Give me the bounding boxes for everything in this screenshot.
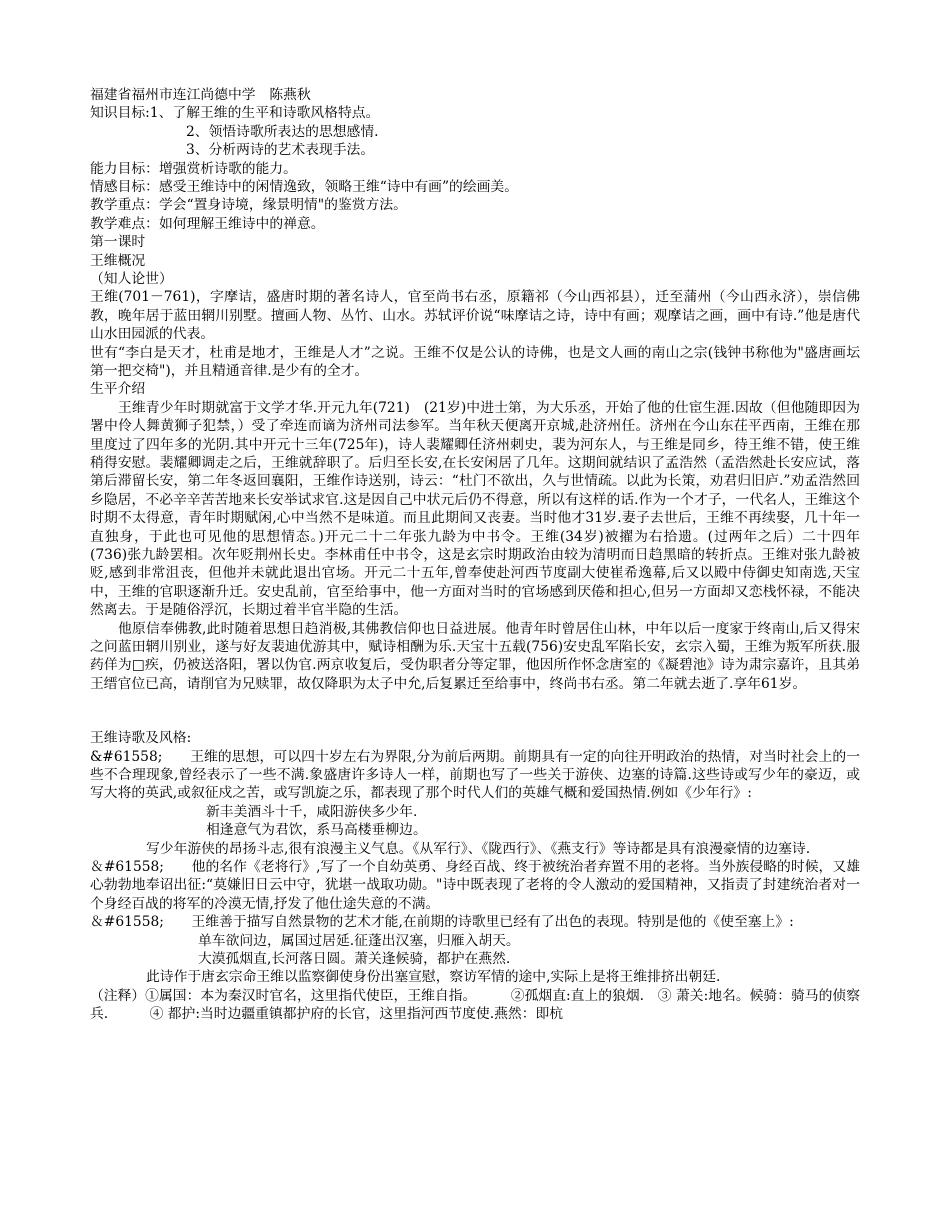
intro-paragraph-2: 世有“李白是天才，杜甫是地才，王维是人才”之说。王维不仅是公认的诗佛，也是文人画的南山之宗(钱钟书称他为"盛唐画坛第一把交椅")，并且精通音律.是少有的全才。 bbox=[90, 344, 860, 379]
school-name: 福建省福州市连江尚德中学 bbox=[90, 87, 256, 103]
poem-shizhisaishang-line-1: 单车欲问边，属国过居延.征蓬出汉塞，归雁入胡天。 bbox=[198, 932, 520, 949]
author-name: 陈燕秋 bbox=[269, 87, 311, 103]
lesson-title: 第一课时 bbox=[90, 234, 146, 251]
life-heading: 生平介绍 bbox=[90, 381, 146, 398]
teaching-focus: 教学重点：学会“置身诗境，缘景明情"的鉴赏方法。 bbox=[90, 197, 407, 214]
overview-heading: 王维概况 bbox=[90, 252, 146, 269]
teaching-difficulty: 教学难点：如何理解王维诗中的禅意。 bbox=[90, 215, 325, 232]
section-gap bbox=[90, 693, 860, 729]
style-paragraph-1 bbox=[90, 748, 860, 803]
overview-subheading: （知人论世） bbox=[90, 270, 173, 287]
life-paragraph-1: 王维青少年时期就富于文学才华.开元九年(721) (21岁)中进士第，为大乐丞，开始了他的仕宦生涯.因故（但他随即因为署中伶人舞黄狮子犯禁，）受了牵连而谪为济州司法参军。当年秋天便离开京城,赴济州任。济州在今山东茌平西南，王维在那里度过了四年多的光阴.其中开元十三年(725年)，诗人裴耀卿任济州刺史，裴为河东人，与王维是同乡，待王维不错，使王维稍得安慰。裴耀卿调走之后，王维就辞职了。后归至长安,在长安闲居了几年。这期间就结识了孟浩然（孟浩然赴长安应试，落第后滞留长安，第二年冬返回襄阳，王维作诗送别，诗云：“杜门不欲出，久与世情疏。以此为长策，劝君归旧庐.”劝孟浩然回乡隐居，不必辛辛苦苦地来长安举试求官.这是因自己中状元后仍不得意，所以有这样的话.作为一个才子，一代名人，王维这个时期不太得意，青年时期赋闲,心中当然不是味道。而且此期间又丧妻。当时他才31岁.妻子去世后，王维不再续娶，几十年一直独身，于此也可见他的思想情态。)开元二十二年张九龄为中书令。王维(34岁)被擢为右拾遗。(过两年之后）二十四年 (736)张九龄罢相。次年贬荆州长史。李林甫任中书令，这是玄宗时期政治由较为清明而日趋黑暗的转折点。王维对张九龄被贬,感到非常沮丧，但他并未就此退出官场。开元二十五年,曾奉使赴河西节度副大使崔希逸幕,后又以殿中侍御史知南选,天宝中，王维的官职逐渐升迁。安史乱前，官至给事中，他一方面对当时的官场感到厌倦和担心,但另一方面却又恋栈怀禄，不能决然离去。于是随俗浮沉，长期过着半官半隐的生活。 bbox=[90, 399, 874, 619]
bullet-code: &#61558; bbox=[90, 748, 163, 765]
bullet-code: ＆#61558; bbox=[90, 914, 164, 931]
intro-paragraph-1: 王维(701－761)，字摩诘，盛唐时期的著名诗人，官至尚书右丞，原籍祁（今山西祁县），迁至蒲州（今山西永济），崇信佛教，晚年居于蓝田辋川别墅。擅画人物、丛竹、山水。苏轼评价说“味摩诘之诗，诗中有画；观摩诘之画，画中有诗.”他是唐代山水田园派的代表。 bbox=[90, 289, 860, 343]
style-paragraph-4-text: 王维善于描写自然景物的艺术才能,在前期的诗歌里已经有了出色的表现。特别是他的《使至塞上》: bbox=[191, 914, 794, 931]
style-paragraph-3 bbox=[90, 858, 860, 913]
emotion-objective: 情感目标：感受王维诗中的闲情逸致，领略王维“诗中有画”的绘画美。 bbox=[90, 178, 519, 195]
knowledge-objective-1: 知识目标:1、了解王维的生平和诗歌风格特点。 bbox=[90, 105, 380, 122]
poem-shizhisaishang-line-2: 大漠孤烟直,长河落日圆。萧关逢候骑，都护在燕然. bbox=[198, 951, 511, 968]
style-paragraph-2: 写少年游侠的昂扬斗志,很有浪漫主义气息。《从军行》、《陇西行》、《燕支行》等诗都是具有浪漫豪情的边塞诗. bbox=[146, 840, 811, 857]
annotation-note: （注释）①属国：本为秦汉时官名，这里指代使臣，王维自指。 ②孤烟直:直上的狼烟. ③ 萧关:地名。候骑：骑马的侦察兵. ④ 都护:当时边疆重镇都护府的长官，这里指河西节度使.燕然：即杭 bbox=[90, 987, 860, 1023]
ability-objective: 能力目标：增强赏析诗歌的能力。 bbox=[90, 160, 297, 177]
style-paragraph-3-text: 他的名作《老将行》,写了一个自幼英勇、身经百战、终于被统治者弃置不用的老将。当外族侵略的时候，又雄心勃勃地奉诏出征:“莫嫌旧日云中守，犹堪一战取功勋。"诗中既表现了老将的令人激动的爱国精神，又指责了封建统治者对一个身经百战的将军的冷漠无情,抒发了他仕途失意的不满。 bbox=[90, 859, 860, 912]
bullet-code: ＆#61558; bbox=[90, 859, 164, 876]
knowledge-objective-3: 3、分析两诗的艺术表现手法。 bbox=[186, 142, 375, 159]
style-paragraph-4 bbox=[90, 913, 860, 931]
style-heading: 王维诗歌及风格: bbox=[90, 730, 192, 747]
style-paragraph-5: 此诗作于唐玄宗命王维以监察御使身份出塞宣慰，察访军情的途中,实际上是将王维排挤出朝廷. bbox=[146, 969, 721, 986]
document-page bbox=[90, 86, 874, 1024]
style-paragraph-1-text: 王维的思想，可以四十岁左右为界限,分为前后两期。前期具有一定的向往开明政治的热情，对当时社会上的一些不合理现象,曾经表示了一些不满.象盛唐许多诗人一样，前期也写了一些关于游侠、边塞的诗篇.这些诗或写少年的豪迈，或写大将的英武,或叙征戍之苦，或写凯旋之乐，都表现了那个时代人们的英雄气概和爱国热情.例如《少年行》: bbox=[90, 748, 860, 802]
poem-shaonianxing-line-1: 新丰美酒斗十千，咸阳游侠多少年. bbox=[206, 803, 418, 820]
life-paragraph-2: 他原信奉佛教,此时随着思想日趋消极,其佛教信仰也日益进展。他青年时曾居住山林，中年以后一度家于终南山,后又得宋之问蓝田辋川别业，遂与好友裴迪优游其中，赋诗相酬为乐.天宝十五载(756)安史乱军陷长安，玄宗入蜀，王维为叛军所获.服药佯为□疾，仍被送洛阳，署以伪官.两京收复后，受伪职者分等定罪，他因所作怀念唐室的《凝碧池》诗为肃宗嘉许，且其弟王缙官位已高，请削官为兄赎罪，故仅降职为太子中允,后复累迁至给事中，终尚书右丞。第二年就去逝了.享年61岁。 bbox=[90, 620, 860, 692]
poem-shaonianxing-line-2: 相逢意气为君饮，系马高楼垂柳边。 bbox=[206, 822, 427, 839]
header-line bbox=[90, 86, 860, 104]
knowledge-objective-2: 2、领悟诗歌所表达的思想感情. bbox=[186, 123, 379, 140]
